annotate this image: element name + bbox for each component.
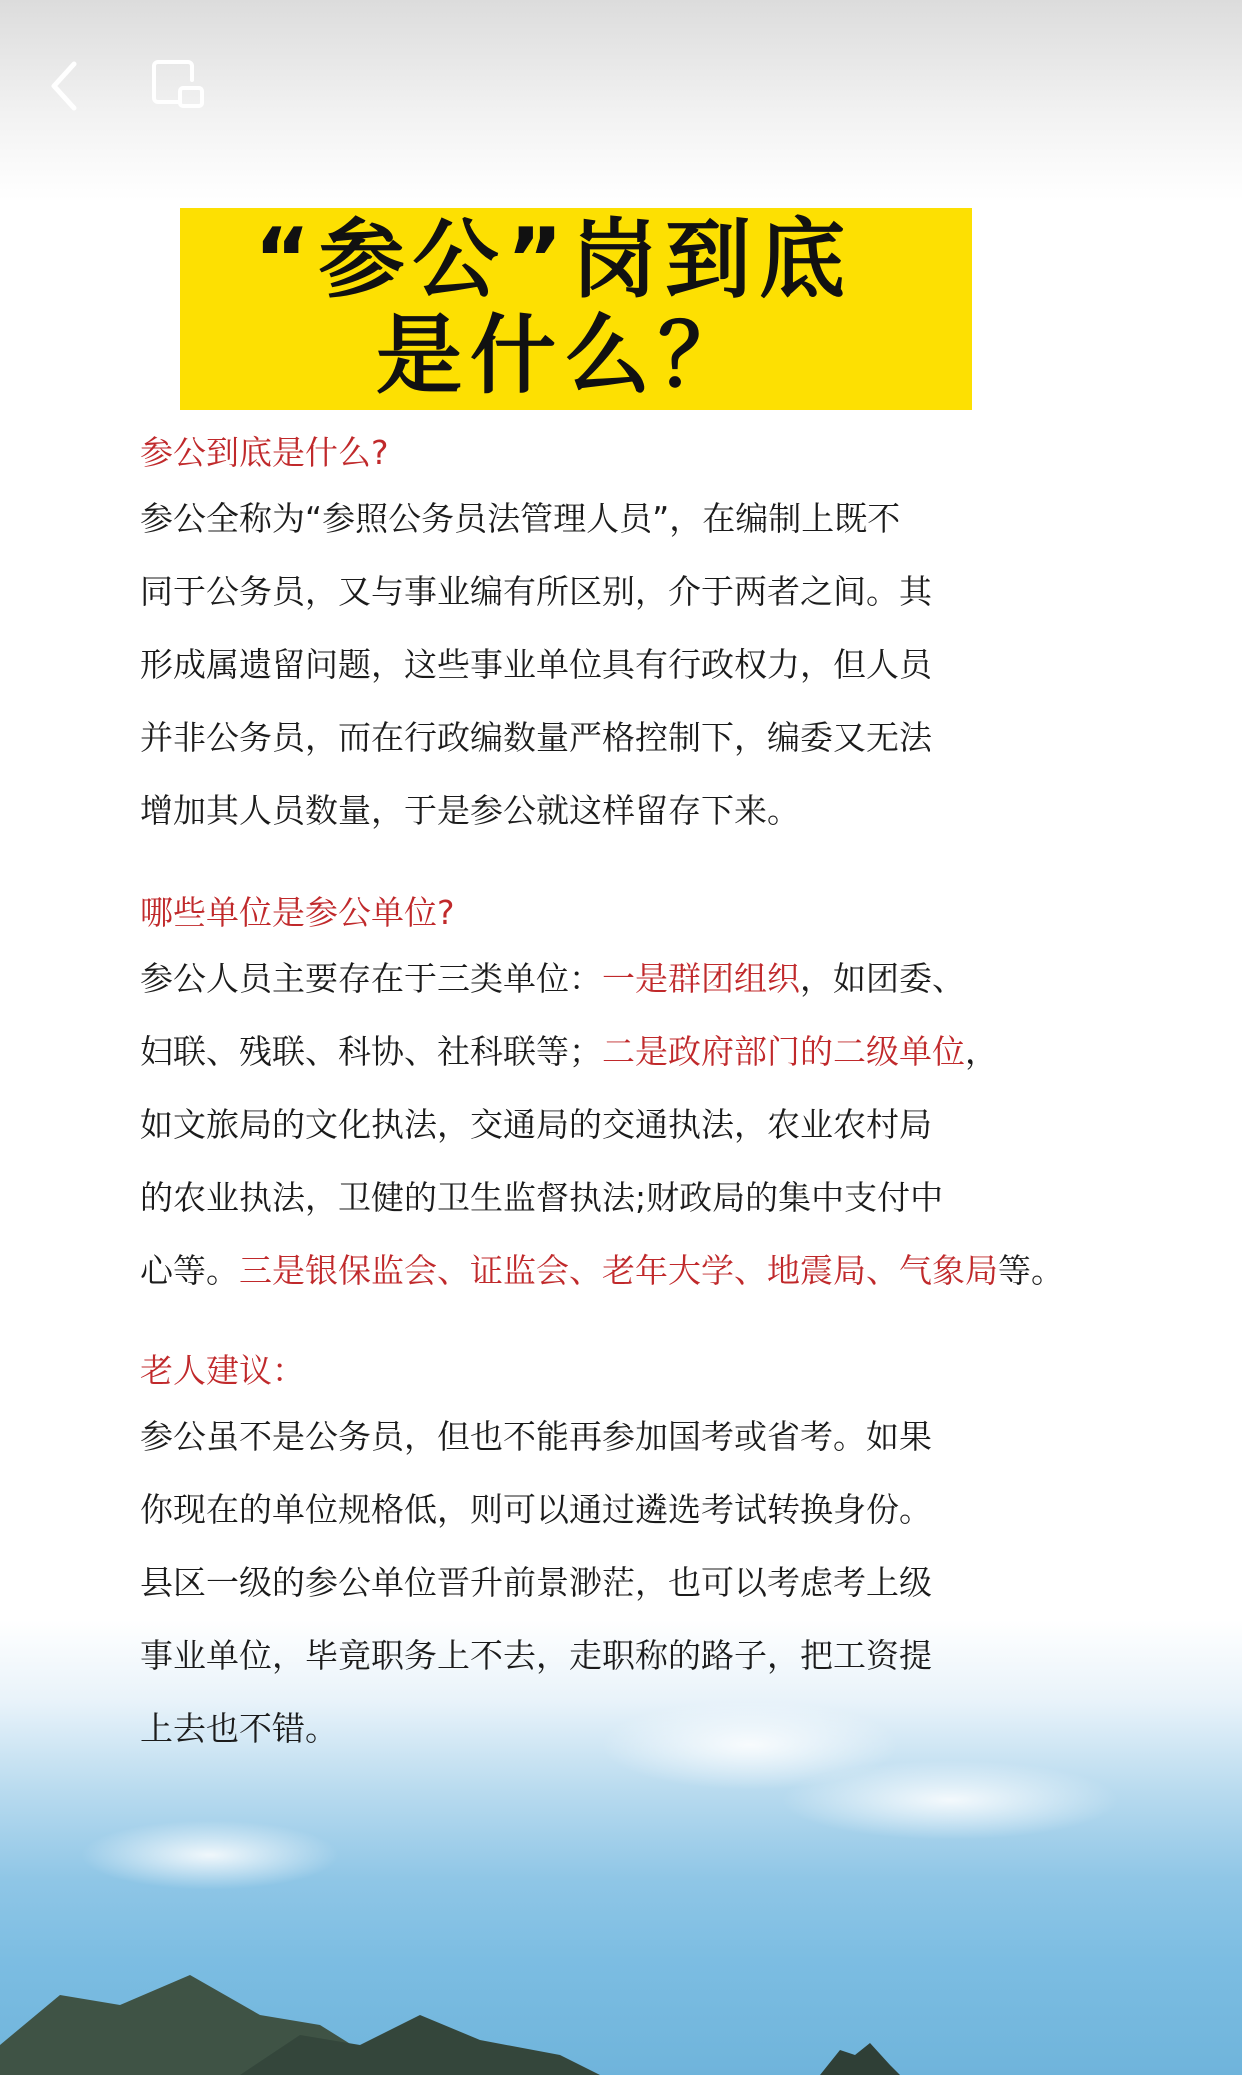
section-what-is [140,430,1200,847]
body-text: 妇联、残联、科协、社科联等； [140,1032,602,1071]
body-text: 如文旅局的文化执法，交通局的交通执法，农业农村局 [140,1105,932,1144]
body-text: 参公全称为“参照公务员法管理人员”，在编制上既不 [140,499,901,538]
paragraph-line [140,1400,1200,1473]
top-nav-bar [0,0,1242,180]
section-heading: 老人建议： [140,1351,305,1390]
floating-window-button[interactable] [148,56,212,120]
highlighted-text: 三是银保监会、证监会、老年大学、地震局、气象局 [239,1251,998,1290]
cloud-decoration [80,1820,340,1890]
floating-window-icon [148,56,212,120]
paragraph-line [140,1088,1200,1161]
paragraph-line [140,1619,1200,1692]
paragraph-line [140,628,1200,701]
highlighted-text: 一是群团组织 [602,959,800,998]
title-line-2: 是什么？ [376,306,752,406]
body-text: ，如团委、 [800,959,965,998]
paragraph-line [140,1161,1200,1234]
paragraph-line [140,482,1200,555]
paragraph-line [140,942,1200,1015]
highlighted-text: 二是政府部门的二级单位 [602,1032,965,1071]
section-advice [140,1348,1200,1765]
back-button[interactable] [36,56,96,116]
mountain-silhouette [0,1955,1242,2075]
paragraph-line [140,1234,1200,1307]
body-text: ， [965,1032,998,1071]
paragraph-line [140,701,1200,774]
back-arrow-icon [36,56,96,116]
body-text: 上去也不错。 [140,1709,338,1748]
body-text: 参公虽不是公务员，但也不能再参加国考或省考。如果 [140,1417,932,1456]
body-text: 你现在的单位规格低，则可以通过遴选考试转换身份。 [140,1490,932,1529]
body-text: 并非公务员，而在行政编数量严格控制下，编委又无法 [140,718,932,757]
paragraph-line [140,1015,1200,1088]
cloud-decoration [780,1760,1120,1840]
section-heading: 哪些单位是参公单位? [140,893,455,932]
paragraph-line [140,1546,1200,1619]
paragraph-line [140,774,1200,847]
body-text: 县区一级的参公单位晋升前景渺茫，也可以考虑考上级 [140,1563,932,1602]
section-which-units [140,890,1200,1307]
body-text: 的农业执法，卫健的卫生监督执法;财政局的集中支付中 [140,1178,944,1217]
paragraph-line [140,555,1200,628]
section-paragraph [140,942,1200,1307]
body-text: 心等。 [140,1251,239,1290]
body-text: 等。 [998,1251,1064,1290]
body-text: 事业单位，毕竟职务上不去，走职称的路子，把工资提 [140,1636,932,1675]
section-paragraph [140,482,1200,847]
section-heading: 参公到底是什么? [140,433,389,472]
body-text: 同于公务员，又与事业编有所区别，介于两者之间。其 [140,572,932,611]
body-text: 参公人员主要存在于三类单位： [140,959,602,998]
body-text: 形成属遗留问题，这些事业单位具有行政权力，但人员 [140,645,932,684]
title-line-1: “参公”岗到底 [254,210,854,310]
paragraph-line [140,1473,1200,1546]
body-text: 增加其人员数量，于是参公就这样留存下来。 [140,791,800,830]
title-banner [180,208,972,410]
